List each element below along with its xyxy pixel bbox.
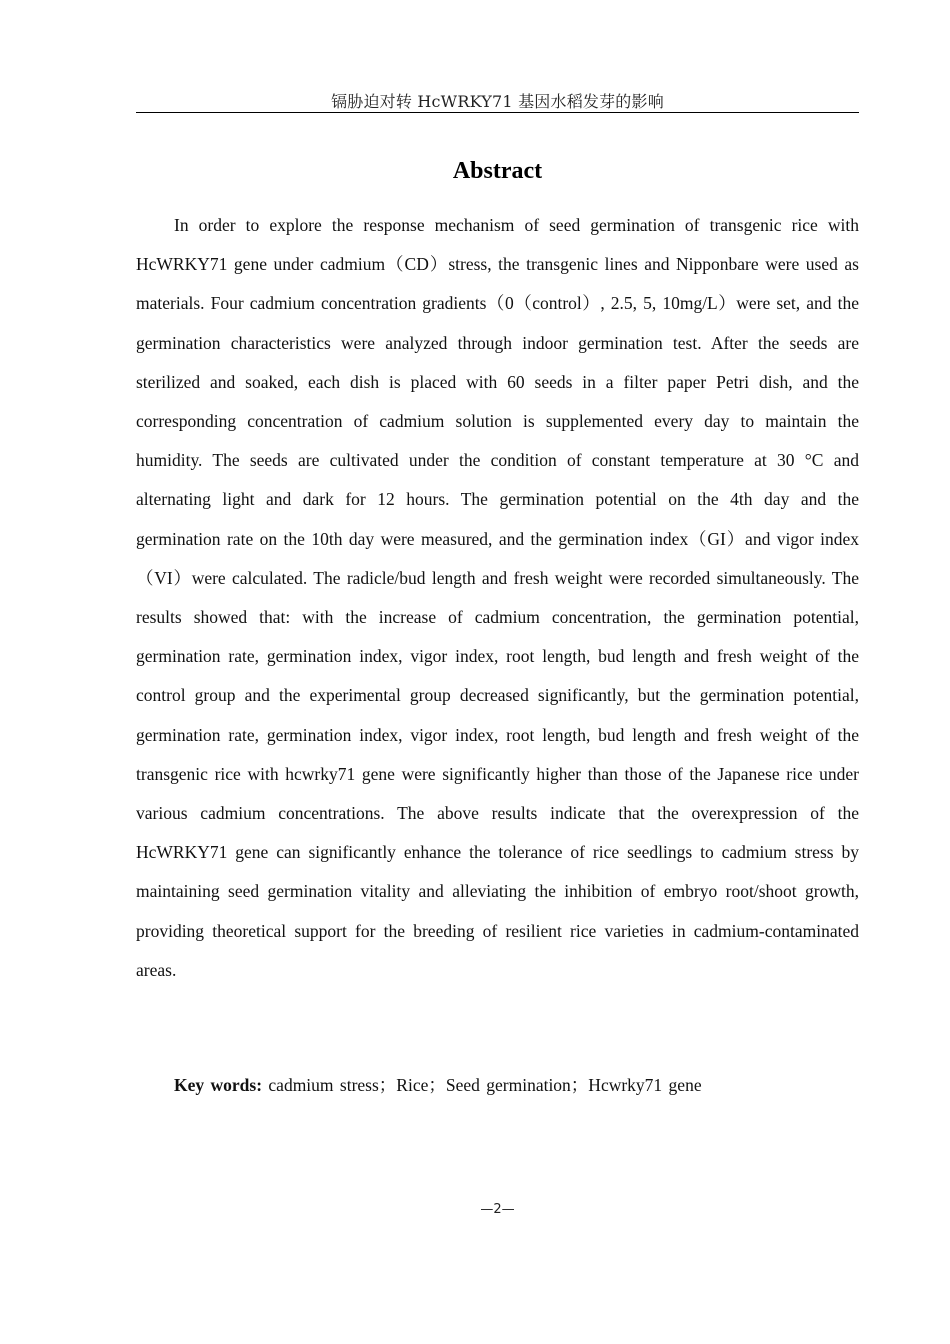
keywords-line <box>136 1068 859 1102</box>
keywords-text: cadmium stress；Rice；Seed germination；Hcwrky71 gene <box>268 1075 702 1095</box>
abstract-heading: Abstract <box>452 158 543 184</box>
header-divider <box>136 112 859 113</box>
page-number: —2— <box>480 1202 515 1217</box>
running-header: 镉胁迫对转 HcWRKY71 基因水稻发芽的影响 <box>331 92 664 111</box>
abstract-paragraph: In order to explore the response mechanism of seed germination of transgenic rice with HcWRKY71 gene under cadmium（CD）stress, the transgenic lines and Nipponbare were used as materials. Four cadmium concentration gradients（0（control）, 2.5, 5, 10mg/L）were set, and the germination characteristics were analyzed through indoor germination test. After the seeds are sterilized and soaked, each dish is placed with 60 seeds in a filter paper Petri dish, and the corresponding concentration of cadmium solution is supplemented every day to maintain the humidity. The seeds are cultivated under the condition of constant temperature at 30 °C and alternating light and dark for 12 hours. The germination potential on the 4th day and the germination rate on the 10th day were measured, and the germination index（GI）and vigor index（VI）were calculated. The radicle/bud length and fresh weight were recorded simultaneously. The results showed that: with the increase of cadmium concentration, the germination potential, germination rate, germination index, vigor index, root length, bud length and fresh weight of the control group and the experimental group decreased significantly, but the germination potential, germination rate, germination index, vigor index, root length, bud length and fresh weight of the transgenic rice with hcwrky71 gene were significantly higher than those of the Japanese rice under various cadmium concentrations. The above results indicate that the overexpression of the HcWRKY71 gene can significantly enhance the tolerance of rice seedlings to cadmium stress by maintaining seed germination vitality and alleviating the inhibition of embryo root/shoot growth, providing theoretical support for the breeding of resilient rice varieties in cadmium-contaminated areas. <box>136 215 859 980</box>
keywords-label: Key words: <box>174 1075 263 1095</box>
